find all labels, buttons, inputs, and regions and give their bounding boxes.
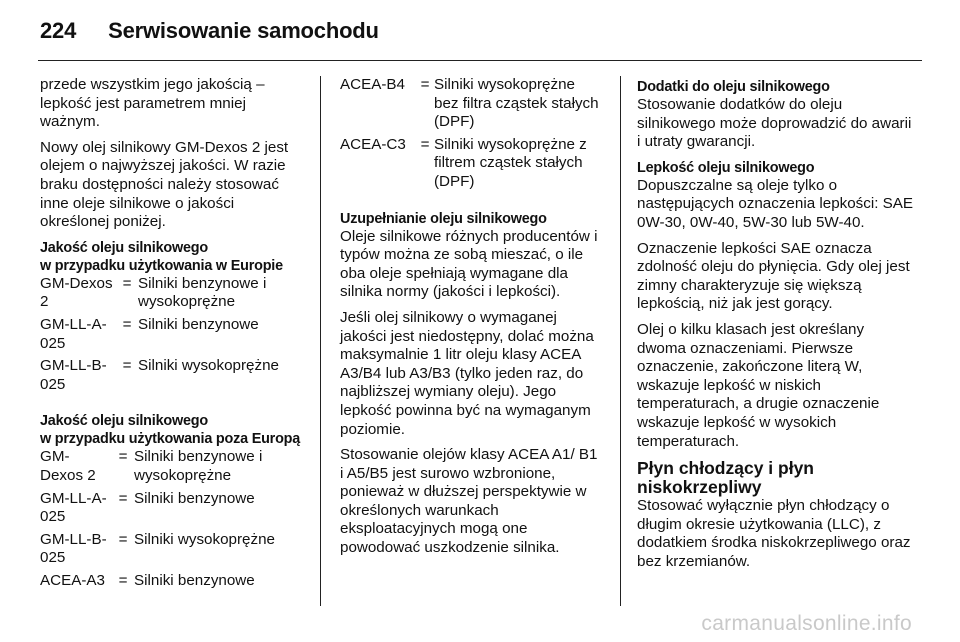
spec-description: Silniki wysokoprężne <box>134 530 275 548</box>
acea-spec-table <box>340 76 602 196</box>
spec-row <box>40 490 302 527</box>
paragraph: Nowy olej silnikowy GM-Dexos 2 jest olejem o najwyższej jakości. W razie braku dostępności należy stosować inne oleje silnikowe o jakości określonej poniżej. <box>40 138 289 231</box>
page-number: 224 <box>40 18 77 43</box>
spec-equals: = <box>122 315 132 333</box>
paragraph: Dopuszczalne są oleje tylko o następujących oznaczenia lepkości: SAE 0W-30, 0W-40, 5W-30 lub 5W-40. <box>637 176 914 231</box>
spec-equals: = <box>118 448 128 466</box>
spec-row <box>340 136 602 192</box>
spec-code: ACEA-A3 <box>40 571 105 589</box>
paragraph: Jeśli olej silnikowy o wymaganej jakości jest niedostępny, dolać można maksymalnie 1 litr oleju klasy ACEA A3/B4 lub A3/B3 (tylko jeden raz, do najbliższej wymiany oleju). Jego lepkość powinna być na wymaganym poziomie. <box>340 308 594 438</box>
header-rule <box>38 60 922 61</box>
column-2 <box>340 76 602 565</box>
spec-description: Silniki benzynowe <box>138 315 259 333</box>
paragraph: Stosowanie dodatków do oleju silnikowego może doprowadzić do awarii i utraty gwarancji. <box>637 96 912 151</box>
watermark: carmanualsonline.info <box>701 612 912 635</box>
spec-code: ACEA-C3 <box>340 135 406 153</box>
spec-description: Silniki wysokoprężne <box>138 357 279 375</box>
spec-row <box>40 357 302 394</box>
spec-description: Silniki wysokoprężne z filtrem cząstek stałych (DPF) <box>434 135 587 190</box>
column-divider-1 <box>320 76 321 606</box>
spec-description: Silniki wysokoprężne bez filtra cząstek stałych (DPF) <box>434 76 599 131</box>
spec-row <box>40 531 302 568</box>
paragraph: Stosowanie olejów klasy ACEA A1/ B1 i A5/B5 jest surowo wzbronione, ponieważ w dłuższej perspektywie w określonych warunkach eksploatacyjnych mogą one powodować uszkodzenie silnika. <box>340 446 598 557</box>
spec-code: GM-LL-B-025 <box>40 530 107 567</box>
spec-description: Silniki benzynowe <box>134 571 255 589</box>
spec-description: Silniki benzynowe <box>134 489 255 507</box>
spec-equals: = <box>122 274 132 292</box>
spec-code: ACEA-B4 <box>340 76 405 93</box>
column-1 <box>40 76 302 608</box>
spec-description: Silniki benzynowe i wysokoprężne <box>134 448 263 484</box>
spec-equals: = <box>420 135 430 153</box>
viscosity-heading: Lepkość oleju silnikowego <box>637 159 815 176</box>
paragraph: przede wszystkim jego jakością – lepkość jest parametrem mniej ważnym. <box>40 76 265 131</box>
spec-equals: = <box>118 530 128 548</box>
coolant-section-title: Płyn chłodzący i płyn niskokrzepliwy <box>637 458 814 498</box>
spec-row <box>40 572 302 591</box>
column-divider-2 <box>620 76 621 606</box>
spec-code: GM-LL-A-025 <box>40 489 107 526</box>
column-3 <box>637 76 917 578</box>
spec-description: Silniki benzynowe i wysokoprężne <box>138 274 267 311</box>
page-title: Serwisowanie samochodu <box>108 18 379 43</box>
spec-code: GM-LL-B-025 <box>40 357 107 393</box>
spec-equals: = <box>118 489 128 507</box>
paragraph: Stosować wyłącznie płyn chłodzący o długim okresie użytkowania (LLC), z dodatkiem środka niskokrzepliwego oraz bez krzemianów. <box>637 497 911 570</box>
paragraph: Olej o kilku klasach jest określany dwoma oznaczeniami. Pierwsze oznaczenie, zakończone literą W, wskazuje lepkość w niskich temperaturach, a drugie oznaczenie wskazuje lepkość w wysokich temperaturach. <box>637 320 880 450</box>
additives-heading: Dodatki do oleju silnikowego <box>637 79 830 95</box>
spec-row <box>40 275 302 312</box>
paragraph: Oznaczenie lepkości SAE oznacza zdolność oleju do płynięcia. Gdy olej jest zimny charakteryzuje się większą lepkością, niż jak jest gorący. <box>637 239 910 313</box>
europe-quality-heading: Jakość oleju silnikowego w przypadku użytkowania w Europie <box>40 239 283 274</box>
spec-row <box>40 316 302 353</box>
paragraph: Oleje silnikowe różnych producentów i typów można ze sobą mieszać, o ile oba oleje spełniają wymagane dla silnika normy (jakości i lepkości). <box>340 227 598 301</box>
spec-equals: = <box>420 76 430 93</box>
spec-code: GM-Dexos 2 <box>40 274 113 311</box>
spec-code: GM-Dexos 2 <box>40 448 96 484</box>
topup-heading: Uzupełnianie oleju silnikowego <box>340 210 547 227</box>
page-header <box>40 18 379 48</box>
europe-spec-table <box>40 275 302 399</box>
spec-equals: = <box>122 357 132 375</box>
spec-equals: = <box>118 571 128 589</box>
spec-row <box>40 448 302 485</box>
outside-europe-quality-heading: Jakość oleju silnikowego w przypadku użytkowania poza Europą <box>40 413 301 448</box>
spec-code: GM-LL-A-025 <box>40 315 107 352</box>
spec-row <box>340 76 602 132</box>
outside-europe-spec-table <box>40 448 302 594</box>
